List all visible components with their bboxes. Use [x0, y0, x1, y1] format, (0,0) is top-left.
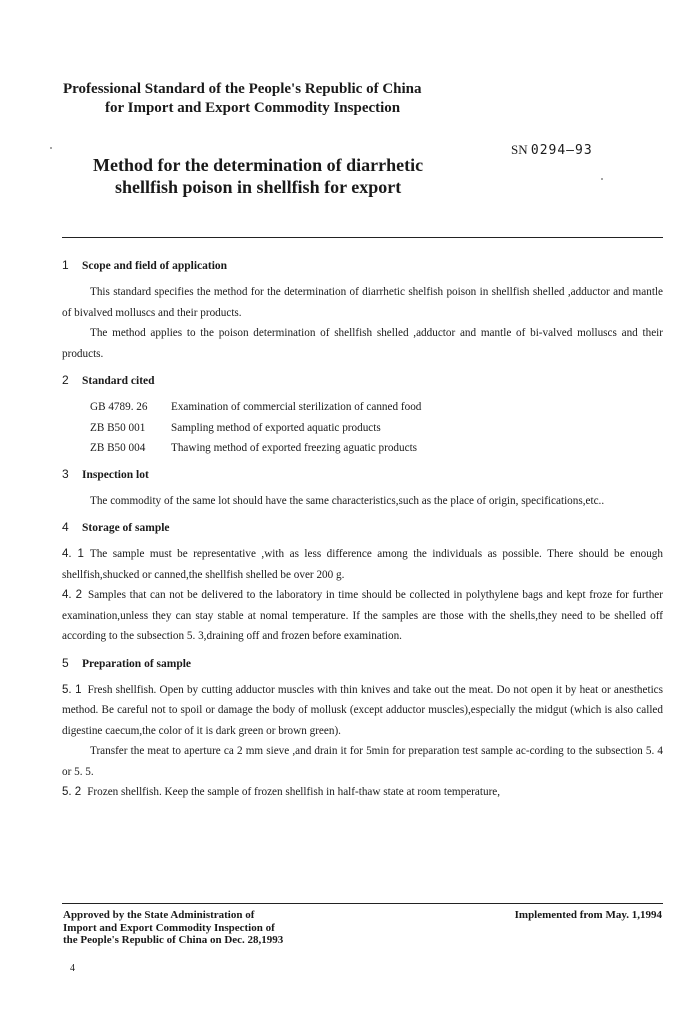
subsection-number: 5. 1	[62, 683, 82, 696]
paragraph: Transfer the meat to aperture ca 2 mm sieve ,and drain it for 5min for preparation test sample ac-cording to the subsection 5. 4 or 5. 5.	[62, 745, 663, 778]
subsection-number: 5. 2	[62, 786, 82, 798]
reference-item	[90, 438, 663, 459]
subsection-number: 4. 2	[62, 589, 83, 601]
page-number: 4	[70, 963, 75, 974]
reference-item	[90, 397, 663, 418]
paragraph: The method applies to the poison determination of shellfish shelled ,adductor and mantle of bi-valved molluscs and their products.	[62, 327, 663, 360]
title-line-1: Method for the determination of diarrhetic	[93, 155, 424, 175]
section-number: 5	[62, 655, 69, 670]
section-title: Inspection lot	[82, 468, 149, 481]
header-divider	[62, 237, 663, 238]
standard-number-value: 0294—93	[530, 143, 593, 158]
approval-line-1: Approved by the State Administration of	[63, 909, 255, 921]
approval-line-2: Import and Export Commodity Inspection of	[63, 921, 275, 934]
scan-speck	[601, 178, 603, 180]
subsection-paragraph	[62, 544, 663, 585]
reference-code: GB 4789. 26	[90, 401, 148, 413]
section-number: 4	[62, 520, 69, 534]
subsection-paragraph	[62, 782, 663, 803]
section-heading-standard-cited	[62, 373, 663, 387]
approval-statement	[63, 909, 283, 947]
title-line-2: shellfish poison in shellfish for export	[115, 177, 402, 197]
footer-divider	[62, 903, 663, 904]
subsection-paragraph	[62, 585, 663, 647]
subsection-text: The sample must be representative ,with as less difference among the individuals as possible. There should be enough shellfish,shucked or canned,the shellfish shelled be over 200 g.	[62, 548, 663, 581]
implementation-date: Implemented from May. 1,1994	[514, 909, 662, 921]
reference-title: Sampling method of exported aquatic products	[171, 421, 381, 434]
standard-number-prefix: SN	[511, 142, 528, 157]
section-heading-scope	[62, 258, 663, 272]
reference-item	[90, 418, 663, 439]
subsection-text: Samples that can not be delivered to the laboratory in time should be collected in polythylene bags and kept froze for further examination,unless they can stay stable at nomal temperature. If the samples are those with the shells,they need to be shelled off according to the subsection 5. 3,draining off and frozen before examination.	[62, 589, 663, 642]
standard-number	[511, 142, 593, 158]
reference-title: Thawing method of exported freezing aguatic products	[171, 442, 418, 454]
paragraph: The commodity of the same lot should have the same characteristics,such as the place of origin, specifications,etc..	[90, 494, 605, 507]
section-title: Standard cited	[82, 375, 155, 387]
subsection-number: 4. 1	[62, 548, 84, 560]
section-title: Scope and field of application	[82, 260, 228, 272]
scan-speck	[50, 147, 52, 149]
reference-code: ZB B50 004	[90, 442, 146, 454]
reference-title: Examination of commercial sterilization of canned food	[171, 401, 422, 413]
reference-list	[90, 397, 663, 459]
document-title	[93, 154, 423, 198]
section-number: 1	[62, 258, 69, 272]
subsection-text: Fresh shellfish. Open by cutting adductor muscles with thin knives and take out the meat. Do not open it by heat or anesthetics method. Be careful not to spoil or damage the body of mollusk (except adductor muscles),especially the midgut (which is also called digestine caecum,the color of it is dark green or brown green).	[62, 683, 663, 737]
section-heading-inspection-lot	[62, 467, 663, 481]
section-title: Storage of sample	[82, 522, 170, 534]
paragraph: This standard specifies the method for the determination of diarrhetic shelfish poison in shellfish shelled ,adductor and mantle of bivalved molluscs and their products.	[62, 286, 663, 319]
section-heading-storage	[62, 520, 663, 534]
subsection-text: Frozen shellfish. Keep the sample of frozen shellfish in half-thaw state at room temperature,	[87, 786, 501, 798]
section-title: Preparation of sample	[82, 657, 192, 670]
reference-code: ZB B50 001	[90, 421, 146, 434]
section-number: 3	[62, 466, 69, 481]
approval-line-3: the People's Republic of China on Dec. 28,1993	[63, 934, 284, 946]
subsection-paragraph	[62, 680, 663, 742]
standard-header	[63, 80, 422, 118]
document-body	[62, 258, 663, 803]
header-line-1: Professional Standard of the People's Republic of China	[63, 81, 422, 97]
section-number: 2	[62, 373, 69, 387]
section-heading-preparation	[62, 656, 663, 670]
header-line-2: for Import and Export Commodity Inspection	[105, 100, 401, 116]
